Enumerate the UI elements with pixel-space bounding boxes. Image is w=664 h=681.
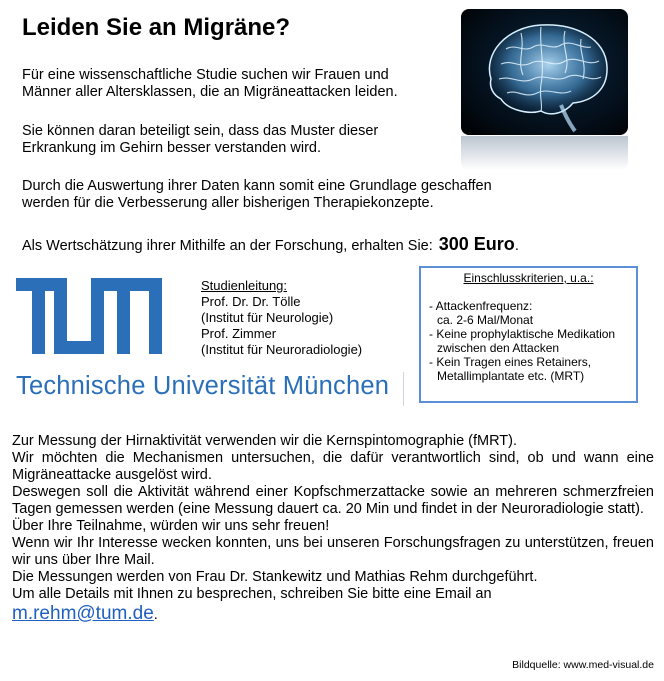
body-paragraph: Wenn wir Ihr Interesse wecken konnten, uns bei unseren Forschungsfragen zu unterstützen, freuen wir uns über Ihre Mail. <box>12 535 654 568</box>
intro-line: Sie können daran beteiligt sein, dass das Muster dieser <box>22 123 379 139</box>
inclusion-criteria-box <box>419 266 638 403</box>
reward-text: Als Wertschätzung ihrer Mithilfe an der Forschung, erhalten Sie: <box>22 238 433 254</box>
criteria-item <box>429 299 628 327</box>
study-lead-line: Prof. Dr. Dr. Tölle <box>201 294 301 309</box>
body-paragraph: Um alle Details mit Ihnen zu besprechen, schreiben Sie bitte eine Email an <box>12 586 492 602</box>
criteria-line: - Kein Tragen eines Retainers, <box>429 355 592 369</box>
email-link[interactable]: m.rehm@tum.de <box>12 603 154 624</box>
criteria-line: Metallimplantate etc. (MRT) <box>437 369 585 383</box>
study-lead-line: Prof. Zimmer <box>201 326 277 341</box>
intro-line: Für eine wissenschaftliche Studie suchen wir Frauen und <box>22 67 389 83</box>
criteria-line: - Keine prophylaktische Medikation <box>429 327 616 341</box>
intro-line: Durch die Auswertung ihrer Daten kann somit eine Grundlage geschaffen <box>22 178 492 194</box>
tum-logo <box>16 278 162 354</box>
criteria-item <box>429 327 628 355</box>
body-paragraph: Über Ihre Teilnahme, würden wir uns sehr freuen! <box>12 518 330 534</box>
reward-suffix: . <box>514 238 519 254</box>
criteria-header: Einschlusskriterien, u.a.: <box>463 271 594 285</box>
email-suffix: . <box>153 607 158 623</box>
tum-logo-mark <box>16 278 162 354</box>
body-paragraph: Zur Messung der Hirnaktivität verwenden wir die Kernspintomographie (fMRT). <box>12 433 518 449</box>
page-title: Leiden Sie an Migräne? <box>22 14 291 41</box>
intro-paragraph-3 <box>22 178 492 212</box>
university-name: Technische Universität München <box>16 372 390 400</box>
study-lead-line: (Institut für Neurologie) <box>201 310 334 325</box>
criteria-line: zwischen den Attacken <box>437 341 560 355</box>
study-description <box>12 433 654 624</box>
study-lead-line: (Institut für Neuroradiologie) <box>201 342 363 357</box>
brain-image <box>461 9 628 135</box>
reward-line <box>22 234 519 255</box>
intro-paragraph-2 <box>22 123 378 157</box>
study-lead <box>201 278 362 358</box>
brain-illustration <box>461 9 628 135</box>
intro-line: Erkrankung im Gehirn besser verstanden wird. <box>22 140 321 156</box>
intro-line: werden für die Verbesserung aller bisherigen Therapiekonzepte. <box>22 195 434 211</box>
divider <box>403 372 404 406</box>
study-lead-header: Studienleitung: <box>201 278 288 293</box>
body-paragraph: Die Messungen werden von Frau Dr. Stankewitz und Mathias Rehm durchgeführt. <box>12 569 538 585</box>
brain-image-reflection <box>461 136 628 170</box>
body-paragraph: Wir möchten die Mechanismen untersuchen, die dafür verantwortlich sind, ob und wann eine Migräneattacke ausgelöst wird. <box>12 450 654 483</box>
intro-paragraph-1 <box>22 67 398 101</box>
intro-line: Männer aller Altersklassen, die an Migräneattacken leiden. <box>22 84 398 100</box>
email-line <box>12 605 654 624</box>
reward-amount: 300 Euro <box>438 234 515 254</box>
body-paragraph: Deswegen soll die Aktivität während einer Kopfschmerzattacke sowie an mehreren schmerzfreien Tagen gemessen werden (eine Messung dauert ca. 20 Min und findet in der Neuroradiologie statt). <box>12 484 654 517</box>
image-credit: Bildquelle: www.med-visual.de <box>512 659 654 671</box>
criteria-item <box>429 355 628 383</box>
criteria-line: - Attackenfrequenz: <box>429 299 533 313</box>
criteria-line: ca. 2-6 Mal/Monat <box>437 313 534 327</box>
